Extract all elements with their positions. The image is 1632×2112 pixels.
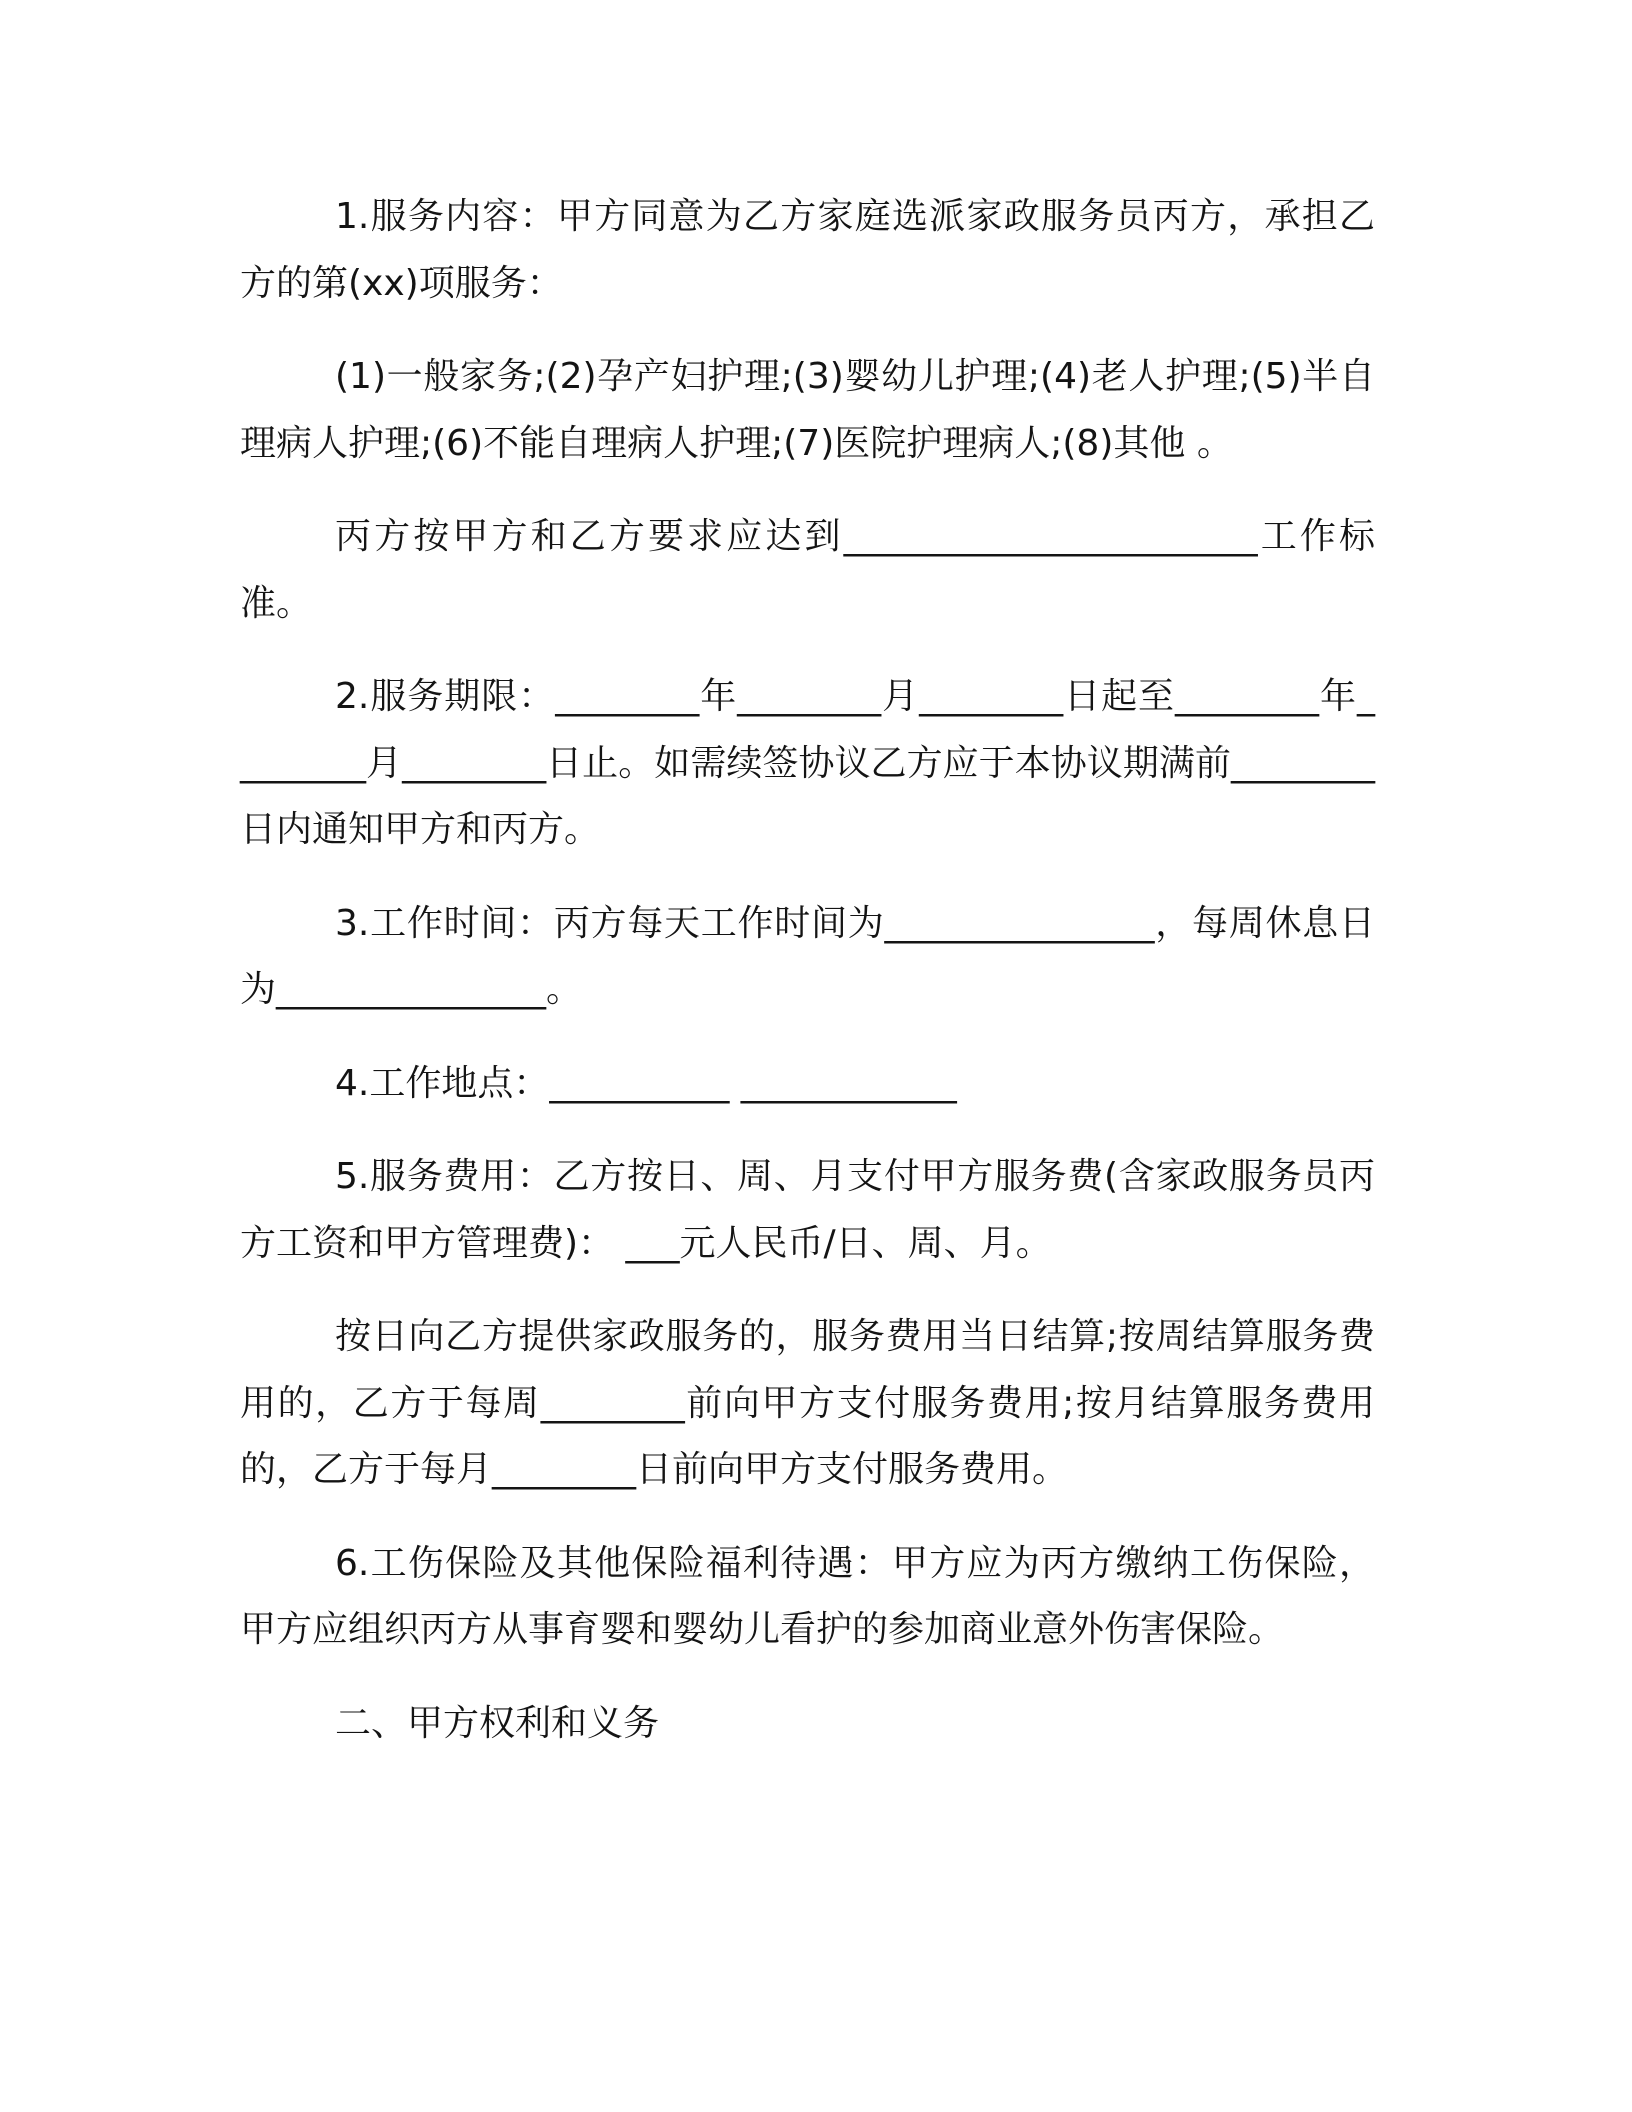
document-body: [240, 184, 1375, 1784]
clause-insurance: 6.工伤保险及其他保险福利待遇：甲方应为丙方缴纳工伤保险，甲方应组织丙方从事育婴和婴幼儿看护的参加商业意外伤害保险。: [240, 1542, 1375, 1650]
clause-work-hours: 3.工作时间：丙方每天工作时间为_______________，每周休息日为_______________。: [240, 902, 1375, 1010]
clause-service-content: 1.服务内容：甲方同意为乙方家庭选派家政服务员丙方，承担乙方的第(xx)项服务：: [240, 196, 1375, 304]
clause-service-period: 2.服务期限：________年________月________日起至________年________月________日止。如需续签协议乙方应于本协议期满前________日内通知甲方和丙方。: [240, 676, 1375, 850]
work-standard-clause: 丙方按甲方和乙方要求应达到_______________________工作标准。: [240, 516, 1375, 624]
clause-work-location: 4.工作地点：__________ ____________: [335, 1062, 957, 1104]
section-heading-party-a-rights: 二、甲方权利和义务: [335, 1702, 660, 1744]
fee-settlement-clause: 按日向乙方提供家政服务的，服务费用当日结算;按周结算服务费用的，乙方于每周________前向甲方支付服务费用;按月结算服务费用的，乙方于每月________日前向甲方支付服务费用。: [240, 1316, 1375, 1490]
clause-service-fee: 5.服务费用：乙方按日、周、月支付甲方服务费(含家政服务员丙方工资和甲方管理费)： ___元人民币/日、周、月。: [240, 1156, 1375, 1264]
service-items-list: (1)一般家务;(2)孕产妇护理;(3)婴幼儿护理;(4)老人护理;(5)半自理病人护理;(6)不能自理病人护理;(7)医院护理病人;(8)其他 。: [240, 356, 1375, 464]
